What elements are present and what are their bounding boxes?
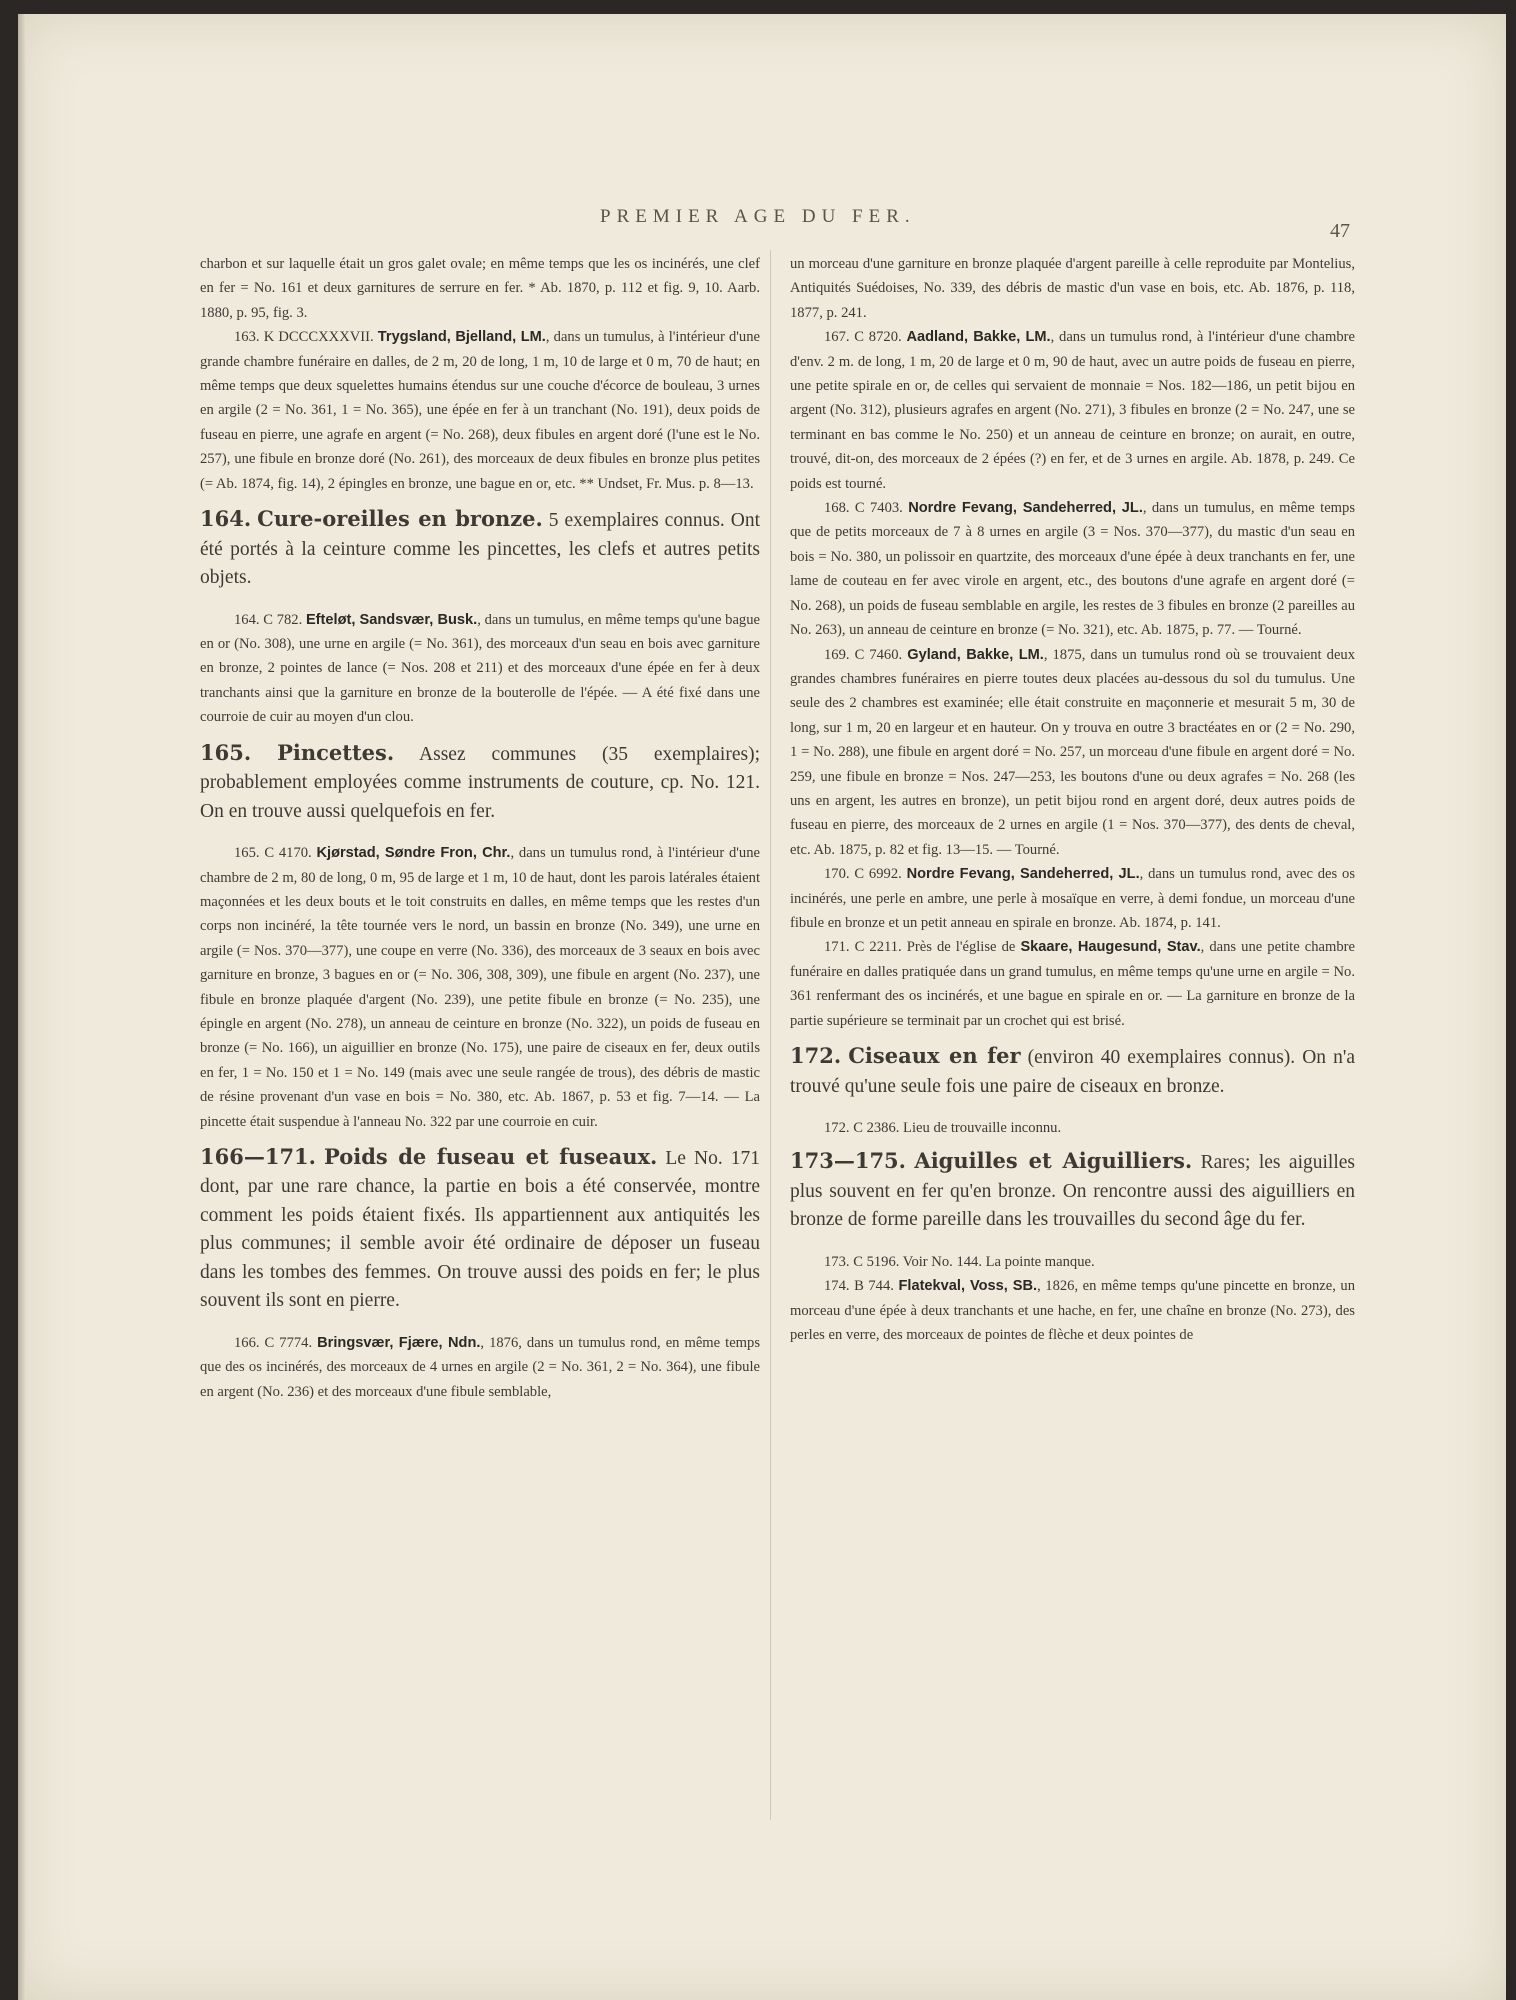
section-173-175 xyxy=(790,1147,1355,1235)
section-text: (environ 40 exemplaires connus). On n'a trouvé qu'une seule fois une paire de ciseaux en bronze. xyxy=(790,1047,1356,1097)
entry-169 xyxy=(790,643,1355,863)
entry-text: , dans un tumulus, en même temps qu'une bague en or (No. 308), une urne en argile (= No. 361), des morceaux d'un seau en bois avec garniture en bronze, 2 pointes de lance (= Nos. 208 et 211) et des morceaux d'une épée en fer à deux tranchants ainsi que la garniture en bronze de la bouterolle de l'épée. — A été fixé dans une courroie de cuir au moyen d'un clou. xyxy=(200,611,760,726)
site-name: Gyland, Bakke, LM. xyxy=(907,646,1044,663)
entry-165 xyxy=(200,841,760,1134)
site-name: Kjørstad, Søndre Fron, Chr. xyxy=(316,845,511,862)
section-number: 166—171. xyxy=(200,1143,316,1169)
section-title: Pincettes. xyxy=(277,739,395,765)
entry-text: , dans une petite chambre funéraire en dalles pratiquée dans un grand tumulus, en même temps qu'une urne en argile = No. 361 renfermant des os incinérés, et une bague en spirale en or. — La garniture en bronze de la partie supérieure se terminait par un crochet qui est brisé. xyxy=(790,939,1356,1029)
section-text: 5 exemplaires connus. Ont été portés à la ceinture comme les pincettes, les clefs et autres petits objets. xyxy=(200,510,761,589)
entry-164 xyxy=(200,608,760,730)
section-166-171 xyxy=(200,1143,760,1316)
section-165 xyxy=(200,739,760,827)
continued-entry: charbon et sur laquelle était un gros galet ovale; en même temps que les os incinérés, une clef en fer = No. 161 et deux garnitures de serrure en fer. * Ab. 1870, p. 112 et fig. 9, 10. Aarb. 1880, p. 95, fig. 3. xyxy=(200,256,760,321)
running-title: PREMIER AGE DU FER. xyxy=(600,206,916,227)
entry-ref: 164. C 782. xyxy=(234,611,303,628)
entry-170 xyxy=(790,862,1355,935)
site-name: Nordre Fevang, Sandeherred, JL. xyxy=(906,866,1140,883)
section-title: Ciseaux en fer xyxy=(848,1043,1021,1068)
entry-174 xyxy=(790,1274,1355,1347)
entry-ref: 174. B 744. xyxy=(824,1278,894,1295)
entry-173: 173. C 5196. Voir No. 144. La pointe manque. xyxy=(824,1253,1095,1270)
entry-ref: 167. C 8720. xyxy=(824,329,902,346)
entry-text: , 1826, en même temps qu'une pincette en bronze, un morceau d'une épée à deux tranchants et une hache, en fer, une chaîne en bronze (No. 273), des perles en verre, des morceaux de pointes de flèche et deux pointes de xyxy=(790,1278,1356,1344)
right-column xyxy=(790,252,1355,1348)
section-title: Aiguilles et Aiguilliers. xyxy=(914,1148,1193,1174)
section-number: 164. xyxy=(200,506,252,532)
entry-ref: 170. C 6992. xyxy=(824,866,902,883)
entry-171 xyxy=(790,935,1355,1033)
column-divider xyxy=(770,250,771,1820)
page-binding-edge xyxy=(18,14,26,2000)
entry-172: 172. C 2386. Lieu de trouvaille inconnu. xyxy=(824,1120,1062,1136)
entry-text: , 1875, dans un tumulus rond où se trouvaient deux grandes chambres funéraires en pierre toutes deux placées au-dessous du sol du tumulus. Une seule des 2 chambres est examinée; elle était construite en maçonnerie et mesurait 5 m, 30 de long, sur 1 m, 20 en largeur et en hauteur. On y trouva en outre 3 bractéates en or (2 = No. 290, 1 = No. 288), une fibule en argent doré = No. 257, un morceau d'une fibule en argent doré = No. 259, une fibule en bronze = Nos. 247—253, les boutons d'une ou deux agrafes = No. 268 (les uns en argent, les autres en bronze), un petit bijou rond en argent doré, deux autres poids de fuseau en pierre, des morceaux de 2 urnes en argile (1 = Nos. 370—377), des dents de cheval, etc. Ab. 1875, p. 82 et fig. 13—15. — Tourné. xyxy=(790,646,1356,858)
section-title: Poids de fuseau et fuseaux. xyxy=(324,1143,658,1169)
site-name: Trygsland, Bjelland, LM. xyxy=(377,329,546,346)
site-name: Bringsvær, Fjære, Ndn. xyxy=(317,1334,481,1351)
site-name: Efteløt, Sandsvær, Busk. xyxy=(305,611,478,628)
continued-entry: un morceau d'une garniture en bronze plaquée d'argent pareille à celle reproduite par Montelius, Antiquités Suédoises, No. 339, des débris de mastic d'un vase en bois, etc. Ab. 1876, p. 118, 1877, p. 241. xyxy=(790,256,1355,321)
entry-text: , dans un tumulus, à l'intérieur d'une grande chambre funéraire en dalles, de 2 m, 20 de long, 1 m, 10 de large et 0 m, 70 de haut; en même temps que deux squelettes humains étendus sur une couche d'écorce de bouleau, 3 urnes en argile (2 = No. 361, 1 = No. 365), une épée en fer à un tranchant (No. 191), deux poids de fuseau en pierre, une agrafe en argent (= No. 268), deux fibules en argent doré (l'une est le No. 257), une fibule en bronze doré (No. 261), des morceaux de deux fibules en bronze plus petites (= Ab. 1874, fig. 14), 2 épingles en bronze, une bague en or, etc. ** Undset, Fr. Mus. p. 8—13. xyxy=(200,329,760,492)
section-title: Cure-oreilles en bronze. xyxy=(257,506,543,532)
site-name: Skaare, Haugesund, Stav. xyxy=(1020,939,1201,956)
entry-167 xyxy=(790,325,1355,496)
entry-ref: 171. C 2211. Près de l'église de xyxy=(824,939,1021,956)
site-name: Flatekval, Voss, SB. xyxy=(898,1278,1038,1295)
entry-text: , dans un tumulus, en même temps que de petits morceaux de 7 à 8 urnes en argile (3 = Nos. 370—377), du mastic d'un seau en bois = No. 380, un polissoir en quartzite, des morceaux d'une épée à deux tranchants en fer, une lame de couteau en fer avec virole en argent, etc., des boutons d'une agrafe en argent doré (= No. 268), un poids de fuseau semblable en argile, les restes de 3 fibules en bronze (2 pareilles au No. 263), un anneau de ceinture en bronze (= No. 321), etc. Ab. 1875, p. 77. — Tourné. xyxy=(790,500,1356,639)
entry-text: , 1876, dans un tumulus rond, en même temps que des os incinérés, des morceaux de 4 urnes en argile (2 = No. 361, 2 = No. 364), une fibule en argent (No. 236) et des morceaux d'une fibule semblable, xyxy=(200,1334,760,1400)
entry-ref: 166. C 7774. xyxy=(234,1334,313,1351)
section-number: 165. xyxy=(200,739,252,765)
section-164 xyxy=(200,505,760,593)
entry-text: , dans un tumulus rond, à l'intérieur d'une chambre de 2 m, 80 de long, 0 m, 95 de large et 1 m, 10 de haut, dont les parois latérales étaient maçonnées et les deux bouts et le toit construits en dalles, en même temps que les restes d'un corps non incinéré, la tête tournée vers le nord, un bassin en bronze (No. 349), une urne en argile (= Nos. 370—377), une coupe en verre (No. 336), des morceaux de 3 seaux en bois avec garniture en bronze, 3 bagues en or (= No. 306, 308, 309), une fibule en argent (No. 237), une fibule en bronze plaquée d'argent (No. 239), une petite fibule en bronze (= No. 235), une épingle en argent (No. 278), un anneau de ceinture en bronze (No. 322), un poids de fuseau en bronze (= No. 166), un aiguillier en bronze (No. 175), une paire de ciseaux en fer, deux outils en fer, 1 = No. 150 et 1 = No. 149 (mais avec une seule rangée de trous), des débris de mastic de résine provenant d'un vase en bois = No. 380, etc. Ab. 1867, p. 53 et fig. 7—14. — La pincette était suspendue à l'anneau No. 322 par une courroie en cuir. xyxy=(200,845,760,1130)
entry-text: , dans un tumulus rond, à l'intérieur d'une chambre d'env. 2 m. de long, 1 m, 20 de large et 0 m, 90 de haut, avec un autre poids de fuseau en pierre, une petite spirale en or, de celles qui servaient de monnaie = Nos. 182—186, un petit bijou en argent (No. 312), plusieurs agrafes en argent (No. 271), 3 fibules en bronze (2 = No. 247, une se terminant en bas comme le No. 250) et un anneau de ceinture en bronze; on aurait, en outre, trouvé, dit-on, des morceaux de 2 épées (?) en fer, et de 3 urnes en argile. Ab. 1878, p. 249. Ce poids est tourné. xyxy=(790,329,1356,492)
entry-163 xyxy=(200,325,760,496)
entry-ref: 169. C 7460. xyxy=(824,646,903,663)
section-text: Assez communes (35 exemplaires); probablement employées comme instruments de couture, cp. No. 121. On en trouve aussi quelquefois en fer. xyxy=(200,743,761,822)
section-number: 173—175. xyxy=(790,1148,906,1174)
site-name: Nordre Fevang, Sandeherred, JL. xyxy=(908,500,1143,517)
section-text: Rares; les aiguilles plus souvent en fer qu'en bronze. On rencontre aussi des aiguilliers en bronze de forme pareille dans les trouvailles du second âge du fer. xyxy=(790,1152,1355,1231)
entry-166 xyxy=(200,1331,760,1404)
page-number: 47 xyxy=(1330,220,1350,242)
entry-ref: 163. K DCCCXXXVII. xyxy=(234,329,374,346)
entry-168 xyxy=(790,496,1355,642)
entry-ref: 168. C 7403. xyxy=(824,500,903,517)
section-172 xyxy=(790,1042,1355,1101)
section-number: 172. xyxy=(790,1043,842,1068)
entry-text: , dans un tumulus rond, avec des os incinérés, une perle en ambre, une perle à mosaïque en verre, à demi fondue, un morceau d'une fibule en bronze et un petit anneau en spirale en bronze. Ab. 1874, p. 141. xyxy=(790,866,1355,931)
site-name: Aadland, Bakke, LM. xyxy=(906,329,1051,346)
section-text: Le No. 171 dont, par une rare chance, la partie en bois a été conservée, montre comment les poids étaient fixés. Ils appartiennent aux antiquités les plus communes; il semble avoir été ordinaire de déposer un fuseau dans les tombes des femmes. On trouve aussi des poids en fer; le plus souvent ils sont en pierre. xyxy=(200,1147,761,1312)
entry-ref: 165. C 4170. xyxy=(234,845,312,862)
left-column xyxy=(200,252,760,1404)
